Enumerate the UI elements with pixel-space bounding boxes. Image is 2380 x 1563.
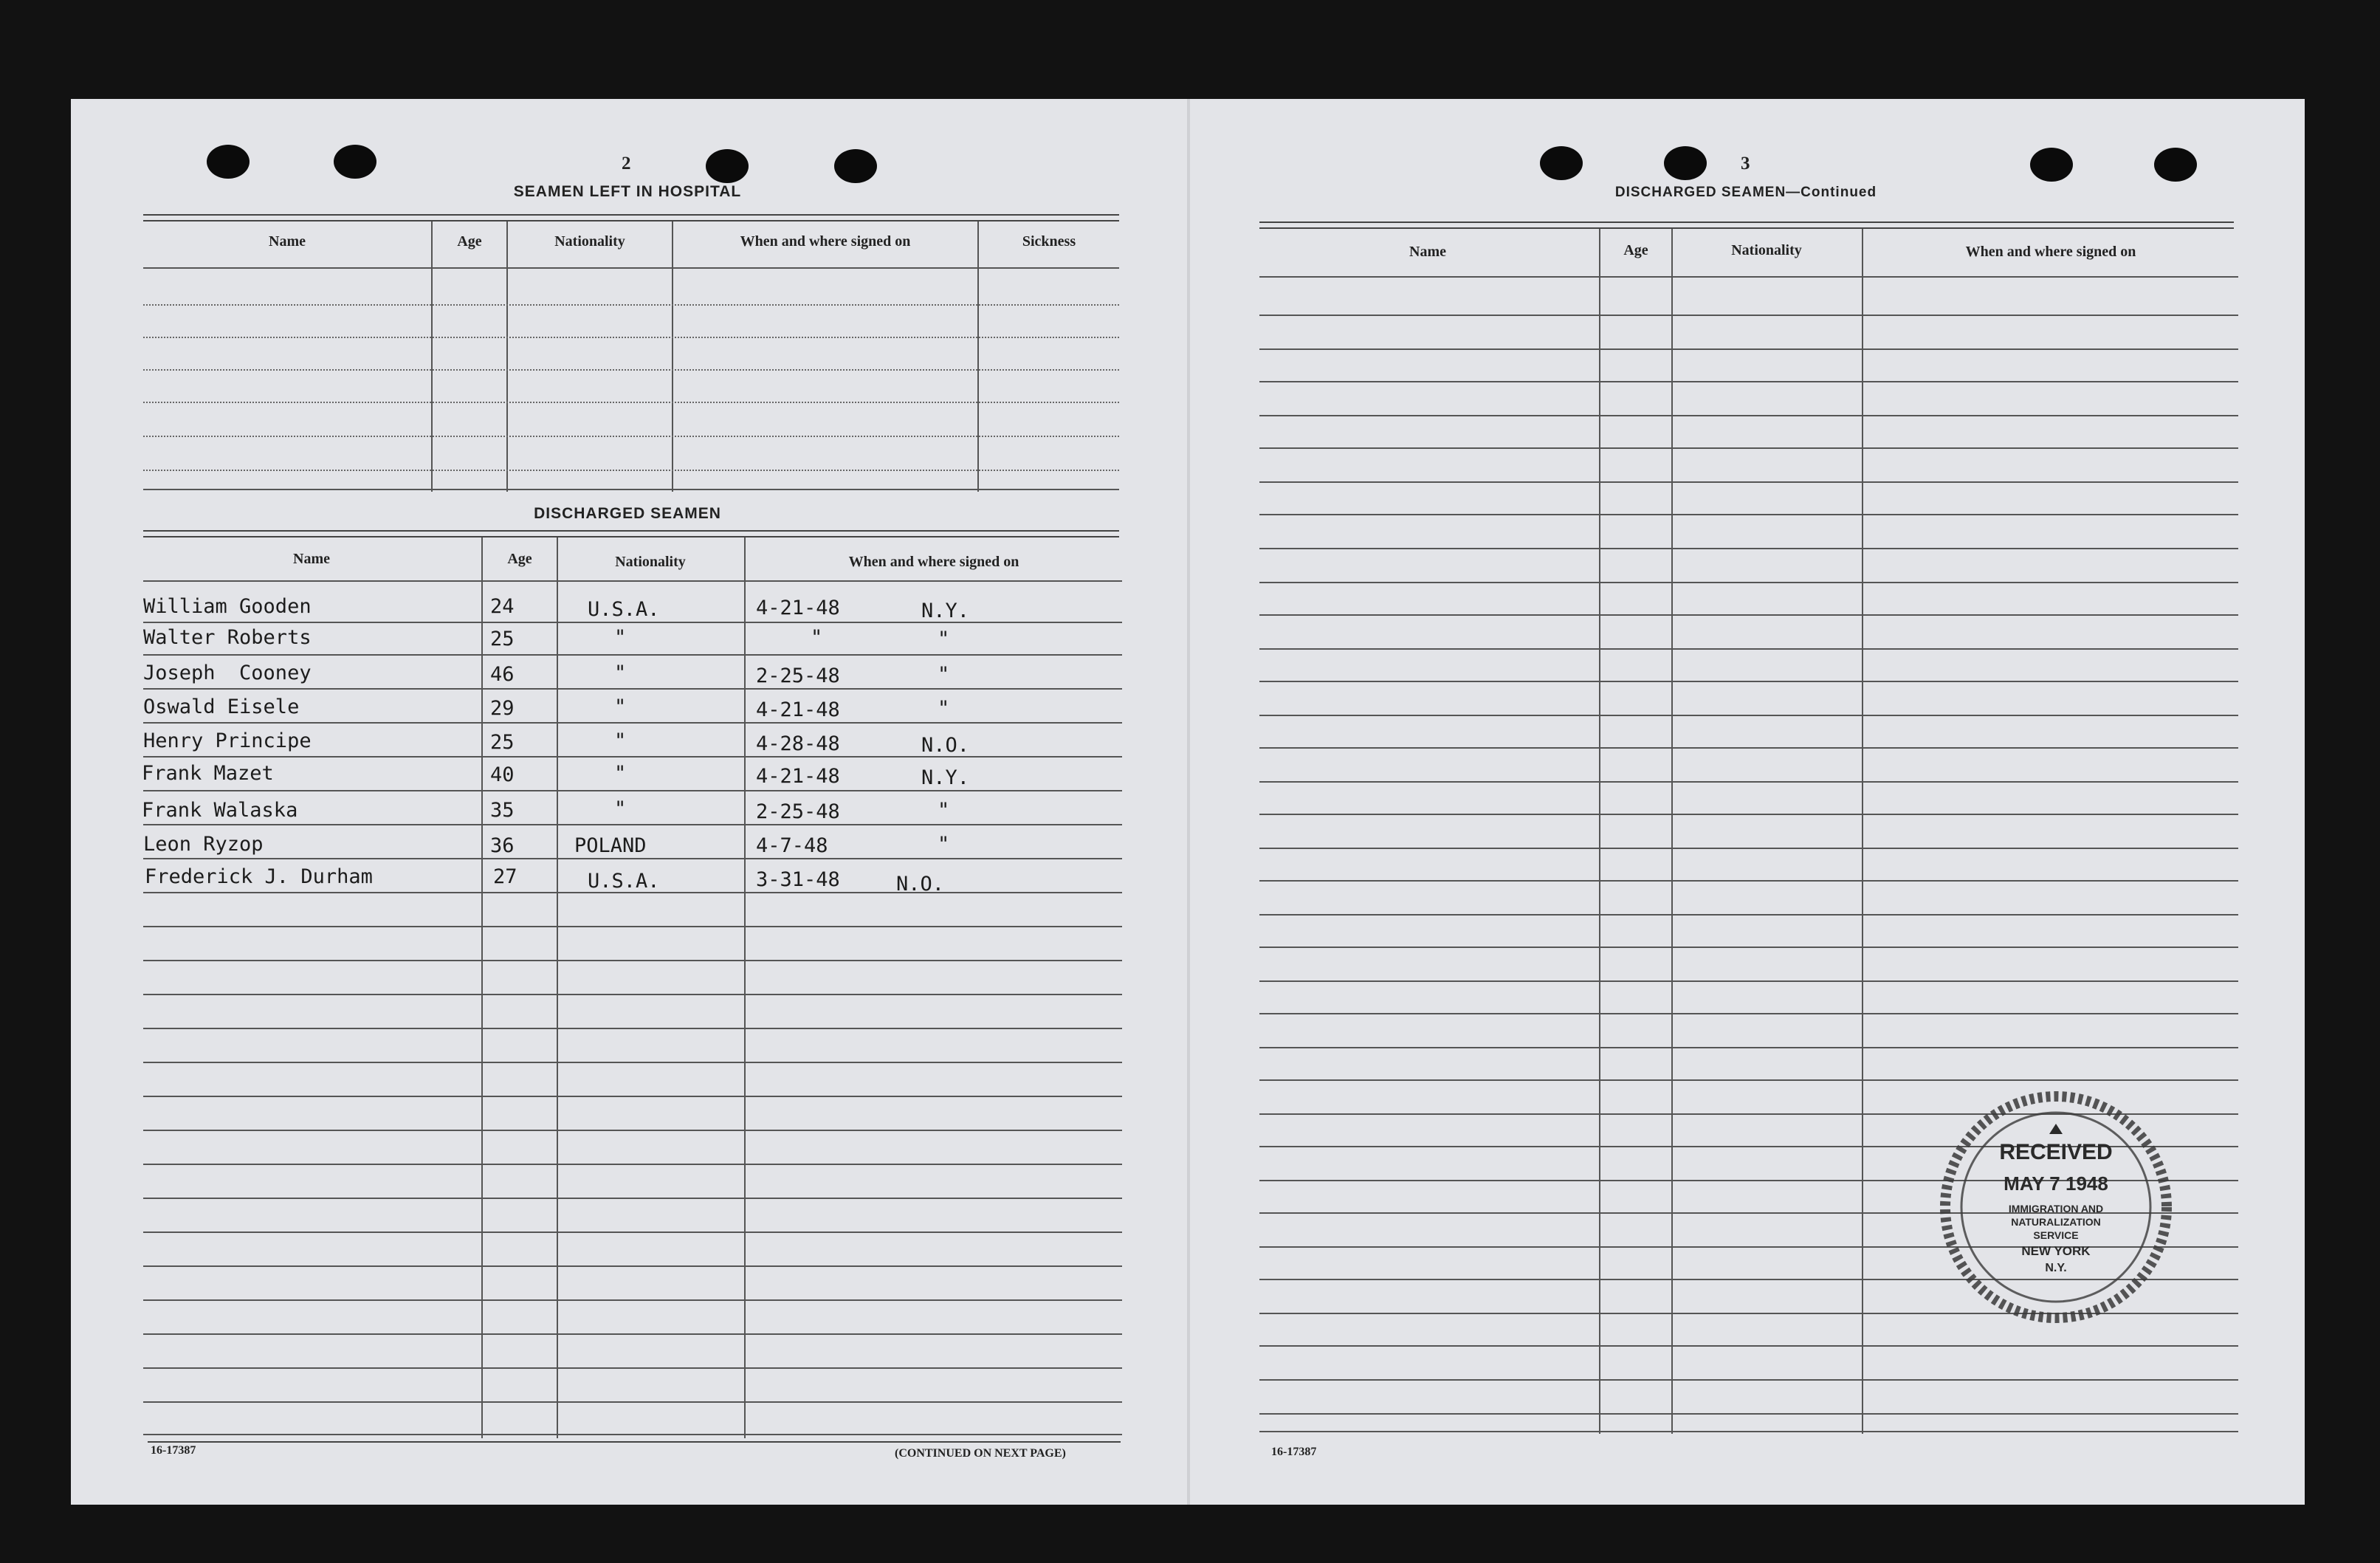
- page-fold: [1187, 99, 1190, 1505]
- seaman-name: Frank Walaska: [142, 799, 298, 822]
- seaman-signed-date: 4-21-48: [756, 698, 840, 721]
- hospital-top-rule: [143, 214, 1119, 216]
- seaman-signed-date: ": [811, 626, 823, 649]
- punch-hole: [2154, 148, 2197, 182]
- discharged-section-title: DISCHARGED SEAMEN: [534, 505, 721, 522]
- hospital-section-title: SEAMEN LEFT IN HOSPITAL: [513, 183, 742, 200]
- right-header-signed-on: When and where signed on: [1965, 244, 2136, 260]
- seaman-nationality: ": [614, 695, 627, 718]
- seaman-signed-place: ": [938, 697, 950, 720]
- seaman-signed-place: N.O.: [921, 734, 970, 757]
- seaman-signed-date: 4-28-48: [756, 732, 840, 755]
- hospital-header-age: Age: [457, 233, 482, 250]
- hospital-header-signed-on: When and where signed on: [740, 233, 911, 250]
- right-header-name: Name: [1409, 244, 1446, 260]
- seaman-signed-place: ": [938, 833, 950, 856]
- seaman-name: Frank Mazet: [142, 762, 274, 785]
- stamp-line-3: IMMIGRATION AND: [2008, 1203, 2104, 1215]
- stamp-received: RECEIVED: [1999, 1140, 2113, 1164]
- punch-hole: [1540, 146, 1583, 180]
- seaman-nationality: ": [614, 762, 627, 785]
- seaman-signed-place: N.O.: [896, 873, 945, 896]
- right-header-nationality: Nationality: [1731, 242, 1802, 258]
- seaman-name: Joseph Cooney: [143, 662, 312, 684]
- seaman-signed-place: ": [938, 628, 950, 650]
- discharged-top-rule: [143, 530, 1119, 532]
- seaman-age: 35: [490, 799, 515, 822]
- punch-hole: [207, 145, 250, 179]
- seaman-age: 46: [490, 663, 515, 686]
- seaman-signed-date: 3-31-48: [756, 868, 840, 891]
- seaman-signed-date: 4-21-48: [756, 597, 840, 619]
- seaman-name: Walter Roberts: [143, 626, 312, 649]
- right-header-age: Age: [1623, 242, 1648, 258]
- seaman-name: William Gooden: [143, 595, 312, 618]
- seaman-name: Oswald Eisele: [143, 695, 300, 718]
- seaman-nationality: U.S.A.: [588, 598, 660, 621]
- punch-hole: [2030, 148, 2073, 182]
- stamp-date: MAY 7 1948: [2004, 1172, 2108, 1195]
- stamp-line-4: NATURALIZATION: [2011, 1216, 2101, 1228]
- discharged-header-nationality: Nationality: [615, 554, 686, 570]
- stamp-line-7: N.Y.: [2045, 1262, 2067, 1274]
- seaman-age: 40: [490, 763, 515, 786]
- seaman-age: 25: [490, 628, 515, 650]
- punch-hole: [706, 149, 749, 183]
- seaman-signed-place: N.Y.: [921, 600, 970, 622]
- seaman-name: Frederick J. Durham: [145, 865, 373, 888]
- discharged-header-name: Name: [293, 551, 330, 567]
- seaman-age: 36: [490, 834, 515, 857]
- seaman-signed-date: 2-25-48: [756, 800, 840, 823]
- form-number-right: 16-17387: [1271, 1446, 1317, 1458]
- seaman-signed-date: 2-25-48: [756, 664, 840, 687]
- page-number-right: 3: [1741, 154, 1750, 174]
- seaman-nationality: ": [614, 662, 627, 684]
- seaman-age: 24: [490, 595, 515, 618]
- seaman-signed-place: N.Y.: [921, 766, 970, 789]
- left-bottom-rule: [148, 1441, 1121, 1443]
- seaman-signed-place: ": [938, 663, 950, 686]
- punch-hole: [834, 149, 877, 183]
- hospital-header-name: Name: [269, 233, 306, 250]
- stamp-line-5: SERVICE: [2033, 1229, 2079, 1241]
- stamp-line-6: NEW YORK: [2021, 1244, 2091, 1258]
- seaman-age: 27: [493, 865, 517, 888]
- hospital-header-nationality: Nationality: [554, 233, 625, 250]
- seaman-signed-place: ": [938, 799, 950, 822]
- form-number-left: 16-17387: [151, 1444, 196, 1457]
- seaman-nationality: ": [614, 626, 627, 649]
- seaman-nationality: ": [614, 729, 627, 752]
- seaman-nationality: U.S.A.: [588, 870, 660, 893]
- hospital-header-sickness: Sickness: [1022, 233, 1076, 250]
- seaman-name: Henry Principe: [143, 729, 312, 752]
- continued-note: (CONTINUED ON NEXT PAGE): [895, 1447, 1066, 1460]
- seaman-signed-date: 4-7-48: [756, 834, 828, 857]
- seaman-age: 29: [490, 697, 515, 720]
- seaman-name: Leon Ryzop: [143, 833, 264, 856]
- discharged-header-age: Age: [507, 551, 532, 567]
- page-number-left: 2: [622, 154, 631, 174]
- discharged-header-signed-on: When and where signed on: [848, 554, 1019, 570]
- seaman-nationality: ": [614, 797, 627, 820]
- seaman-signed-date: 4-21-48: [756, 765, 840, 788]
- right-section-title: DISCHARGED SEAMEN—Continued: [1614, 185, 1877, 200]
- received-stamp: [1934, 1085, 2178, 1329]
- punch-hole: [1664, 146, 1707, 180]
- seaman-age: 25: [490, 731, 515, 754]
- seaman-nationality: POLAND: [574, 834, 647, 857]
- hospital-table: [143, 221, 1119, 492]
- punch-hole: [334, 145, 376, 179]
- right-top-rule: [1259, 221, 2234, 223]
